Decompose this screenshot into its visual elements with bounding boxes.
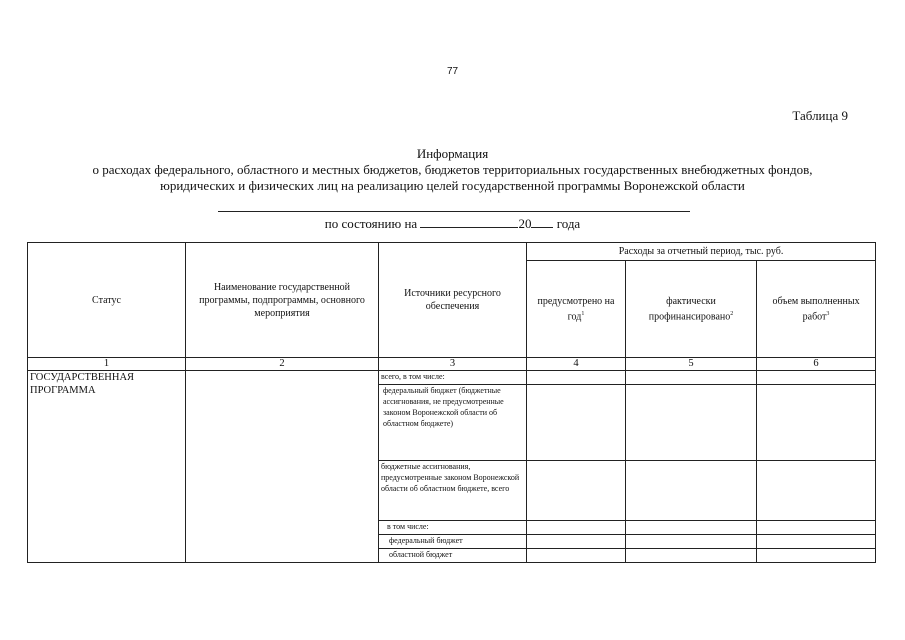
as-of-prefix: по состоянию на bbox=[324, 216, 418, 231]
works-cell bbox=[757, 535, 876, 549]
column-number: 1 bbox=[28, 358, 186, 371]
page-number: 77 bbox=[446, 66, 459, 77]
header-works: объем выполненных работ$^3$ bbox=[757, 261, 876, 358]
financed-cell bbox=[626, 461, 757, 521]
works-cell bbox=[757, 521, 876, 535]
source-cell: бюджетные ассигнования, предусмотренные законом Воронежской области об областном бюджете, всего bbox=[379, 461, 527, 521]
year-blank bbox=[531, 215, 553, 228]
header-expenses-group: Расходы за отчетный период, тыс. руб. bbox=[527, 243, 876, 261]
source-cell: областной бюджет bbox=[379, 549, 527, 563]
expenses-table bbox=[27, 242, 876, 563]
financed-cell bbox=[626, 535, 757, 549]
as-of-date-line bbox=[0, 215, 905, 232]
header-sources: Источники ресурсного обеспечения bbox=[379, 243, 527, 358]
column-number: 2 bbox=[186, 358, 379, 371]
column-number: 5 bbox=[626, 358, 757, 371]
column-number-row bbox=[28, 358, 876, 371]
header-status: Статус bbox=[28, 243, 186, 358]
column-number: 3 bbox=[379, 358, 527, 371]
title-line-3: юридических и физических лиц на реализацию целей государственной программы Воронежской области bbox=[160, 178, 745, 193]
column-number: 4 bbox=[527, 358, 626, 371]
source-cell: федеральный бюджет bbox=[379, 535, 527, 549]
blank-line bbox=[218, 211, 690, 212]
header-planned: предусмотрено на год$^1$ bbox=[527, 261, 626, 358]
header-name: Наименование государственной программы, подпрограммы, основного мероприятия bbox=[186, 243, 379, 358]
title-line-2: о расходах федерального, областного и местных бюджетов, бюджетов территориальных государственных внебюджетных фондов, bbox=[92, 162, 813, 177]
table-label: Таблица 9 bbox=[792, 108, 848, 123]
financed-cell bbox=[626, 371, 757, 385]
financed-cell bbox=[626, 549, 757, 563]
planned-cell bbox=[527, 371, 626, 385]
header-financed: фактически профинансировано$^2$ bbox=[626, 261, 757, 358]
source-cell: федеральный бюджет (бюджетные ассигнования, не предусмотренные законом Воронежской области об областном бюджете) bbox=[379, 385, 527, 461]
planned-cell bbox=[527, 549, 626, 563]
year-prefix: 20 bbox=[518, 216, 532, 231]
works-cell bbox=[757, 371, 876, 385]
date-blank bbox=[420, 215, 518, 228]
title-line-1: Информация bbox=[416, 146, 489, 161]
source-cell: всего, в том числе: bbox=[379, 371, 527, 385]
column-number: 6 bbox=[757, 358, 876, 371]
source-cell: в том числе: bbox=[379, 521, 527, 535]
status-cell: ГОСУДАРСТВЕННАЯ ПРОГРАММА bbox=[28, 371, 186, 563]
works-cell bbox=[757, 549, 876, 563]
financed-cell bbox=[626, 521, 757, 535]
planned-cell bbox=[527, 521, 626, 535]
planned-cell bbox=[527, 535, 626, 549]
as-of-suffix: года bbox=[556, 216, 581, 231]
planned-cell bbox=[527, 461, 626, 521]
document-title bbox=[0, 146, 905, 194]
works-cell bbox=[757, 461, 876, 521]
works-cell bbox=[757, 385, 876, 461]
program-name-cell bbox=[186, 371, 379, 563]
planned-cell bbox=[527, 385, 626, 461]
table-row bbox=[28, 371, 876, 385]
financed-cell bbox=[626, 385, 757, 461]
